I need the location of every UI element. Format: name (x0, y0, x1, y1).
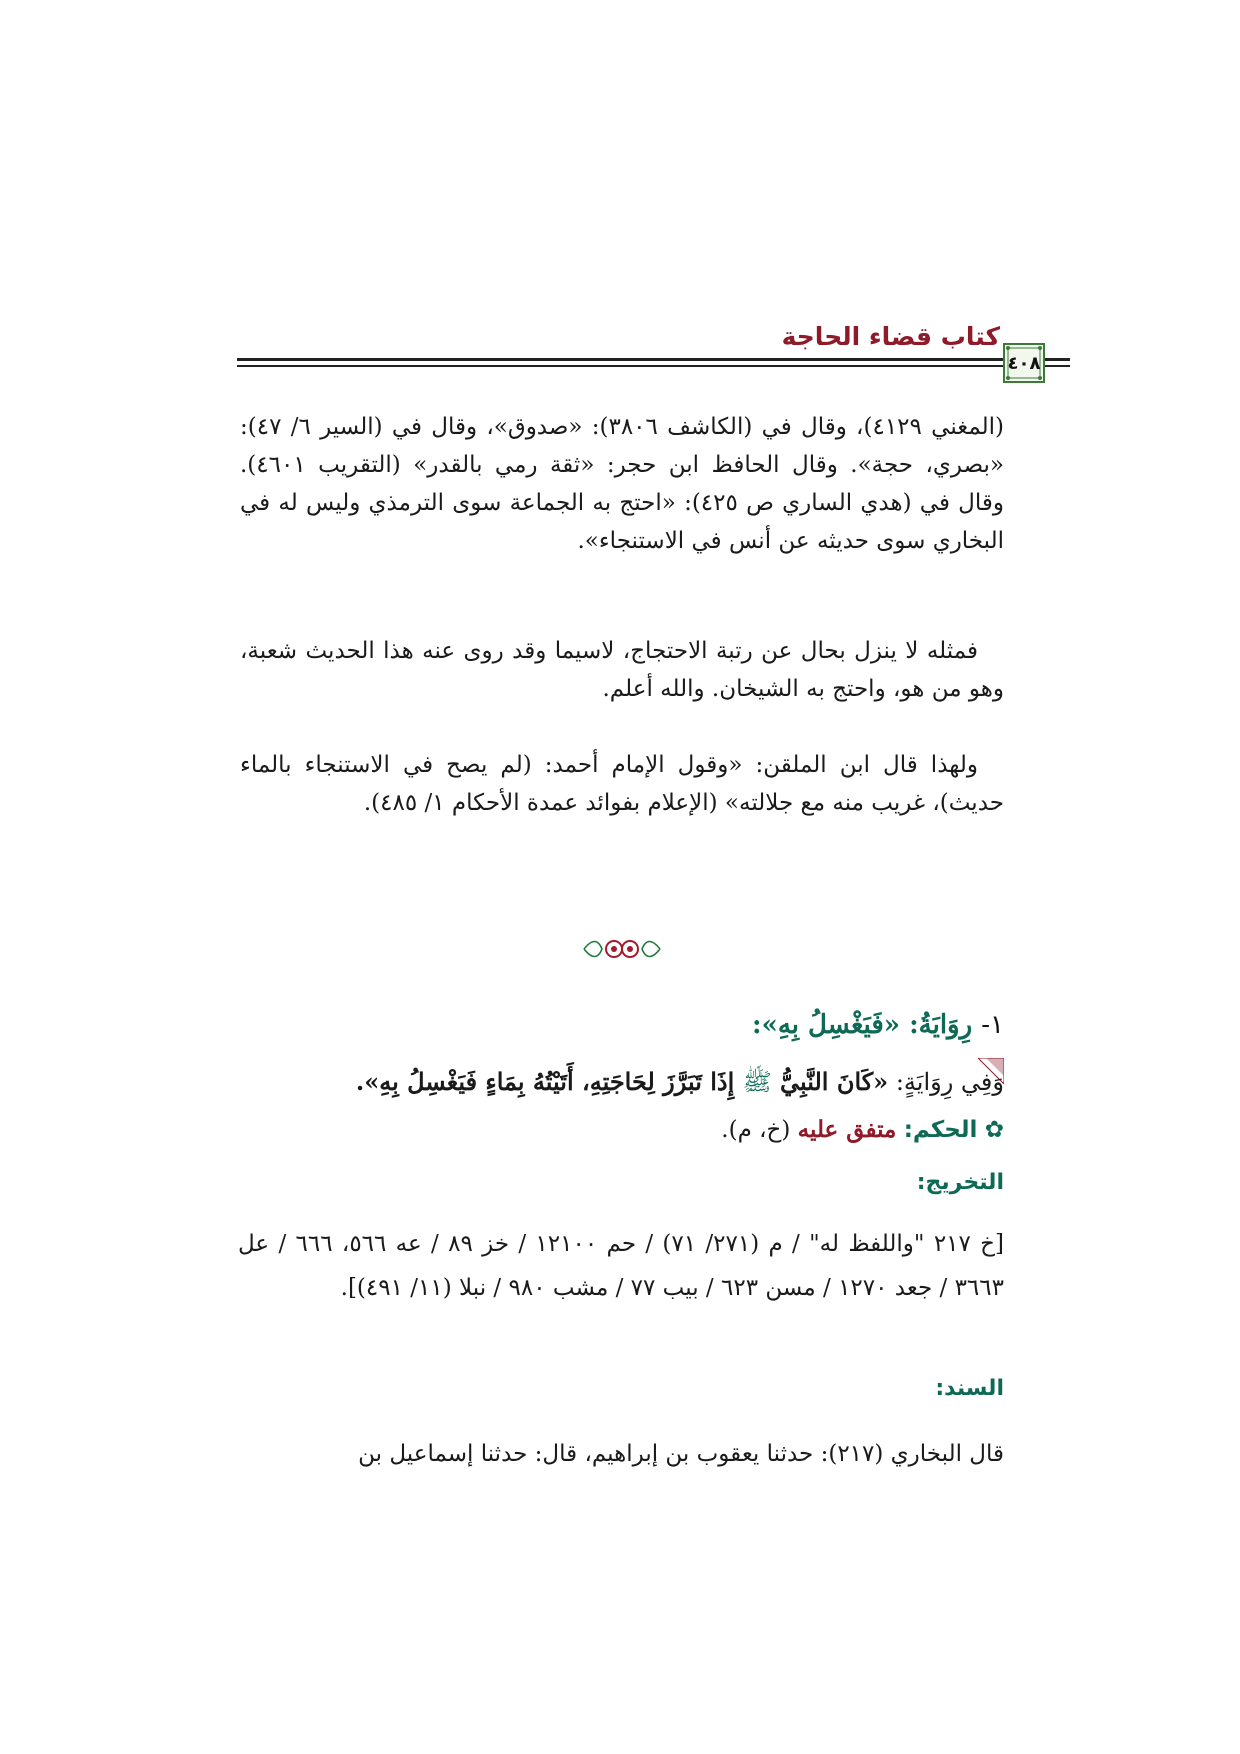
section-heading (752, 1010, 1004, 1040)
header-rule (237, 358, 1003, 367)
takhrij-text: [خ ٢١٧ "واللفظ له" / م (٢٧١/ ٧١) / حم ١٢١٠٠ / خز ٨٩ / عه ٥٦٦، ٦٦٦ / عل ٣٦٦٣ / جعد ١٢٧٠ / مسن ٦٢٣ / بيب ٧٧ / مشب ٩٨٠ / نبلا (١١/ ٤٩١)]. (238, 1231, 1005, 1301)
ruling-flower-icon: ✿ (984, 1117, 1004, 1143)
paragraph-1: (المغني ٤١٢٩)، وقال في (الكاشف ٣٨٠٦): «صدوق»، وقال في (السير ٦/ ٤٧): «بصري، حجة». وقال الحافظ ابن حجر: «ثقة رمي بالقدر» (التقريب ٤٦٠١). وقال في (هدي الساري ص ٤٢٥): «احتج به الجماعة سوى الترمذي وليس له في البخاري سوى حديثه عن أنس في الاستنجاء». (240, 414, 1005, 554)
header-rule-end (1045, 358, 1070, 367)
salutation-glyph: ﷺ (742, 1068, 772, 1096)
running-header-title: كتاب قضاء الحاجة (781, 322, 1000, 351)
takhrij-heading: التخريج: (916, 1170, 1004, 1195)
page-number-badge (1003, 343, 1045, 383)
ornament-divider-icon (580, 935, 664, 963)
ruling-line (721, 1116, 1004, 1143)
hadith-text-a: «كَانَ النَّبِيُّ (771, 1067, 889, 1096)
sanad-heading: السند: (935, 1376, 1004, 1401)
paragraph-3: ولهذا قال ابن الملقن: «وقول الإمام أحمد: (لم يصح في الاستنجاء بالماء حديث)، غريب منه مع جلالته» (الإعلام بفوائد عمدة الأحكام ١/ ٤٨٥). (240, 752, 1004, 816)
page-number: ٤٠٨ (1007, 352, 1041, 374)
sanad-text: قال البخاري (٢١٧): حدثنا يعقوب بن إبراهيم، قال: حدثنا إسماعيل بن (358, 1441, 1004, 1467)
ruling-label: الحكم: (903, 1117, 978, 1143)
section-title: رِوَايَةُ: «فَيَغْسِلُ بِهِ»: (751, 1010, 973, 1040)
hadith-narration (238, 1062, 1004, 1102)
narration-intro: وَفِي رِوَايَةٍ: (888, 1068, 1004, 1096)
paragraph-2: فمثله لا ينزل بحال عن رتبة الاحتجاج، لاسيما وقد روى عنه هذا الحديث شعبة، وهو من هو، واحتج به الشيخان. والله أعلم. (240, 638, 1004, 702)
hadith-text-b: إِذَا تَبَرَّزَ لِحَاجَتِهِ، أَتَيْتُهُ بِمَاءٍ فَيَغْسِلُ بِهِ». (355, 1067, 743, 1096)
ruling-sources: (خ، م). (721, 1117, 798, 1143)
ruling-value: متفق عليه (797, 1116, 897, 1143)
section-number: ١- (981, 1010, 1004, 1040)
